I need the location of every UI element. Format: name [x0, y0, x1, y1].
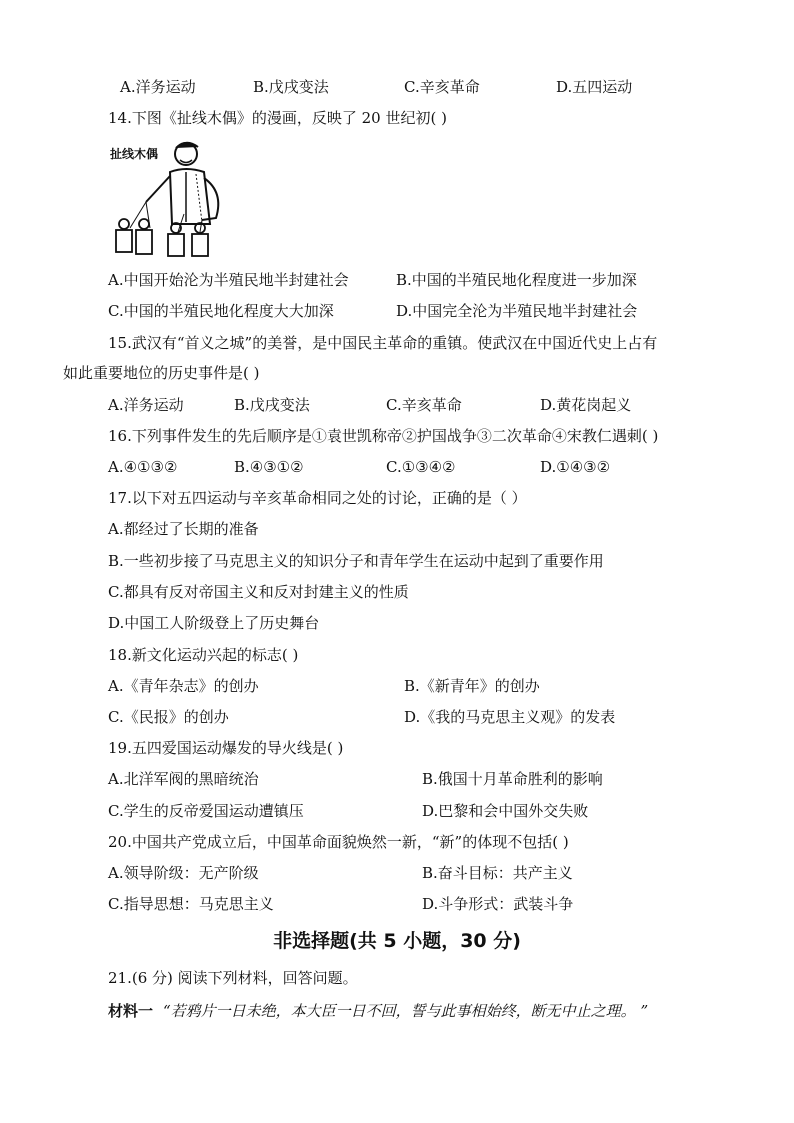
- q14-option-d: D.中国完全沦为半殖民地半封建社会: [396, 302, 638, 320]
- q15-option-d: D.黄花岗起义: [540, 396, 632, 414]
- q13-option-a: A.洋务运动: [120, 78, 196, 96]
- q13-option-d: D.五四运动: [556, 78, 633, 96]
- q15-stem-line1: 15.武汉有“首义之城”的美誉，是中国民主革命的重镇。使武汉在中国近代史上占有: [108, 334, 658, 352]
- q19-option-c: C.学生的反帝爱国运动遭镇压: [108, 802, 304, 820]
- material-label: 材料一: [108, 1002, 154, 1020]
- q18-stem: 18.新文化运动兴起的标志( ): [108, 646, 299, 664]
- q20-option-d: D.斗争形式：武装斗争: [422, 895, 574, 913]
- q19-option-a: A.北洋军阀的黑暗统治: [108, 770, 259, 788]
- q14-option-b: B.中国的半殖民地化程度进一步加深: [396, 271, 637, 289]
- q17-option-b: B.一些初步接了马克思主义的知识分子和青年学生在运动中起到了重要作用: [108, 552, 604, 570]
- q15-option-a: A.洋务运动: [108, 396, 184, 414]
- puppet-cartoon-image: [106, 132, 236, 260]
- q21-stem: 21.(6 分) 阅读下列材料，回答问题。: [108, 969, 358, 987]
- q17-stem: 17.以下对五四运动与辛亥革命相同之处的讨论，正确的是（ ）: [108, 489, 527, 507]
- q20-option-a: A.领导阶级：无产阶级: [108, 864, 259, 882]
- q16-option-c: C.①③④②: [386, 458, 456, 476]
- q16-option-d: D.①④③②: [540, 458, 611, 476]
- q15-option-c: C.辛亥革命: [386, 396, 462, 414]
- q16-stem: 16.下列事件发生的先后顺序是①袁世凯称帝②护国战争③二次革命④宋教仁遇刺( ): [108, 427, 659, 445]
- q13-option-c: C.辛亥革命: [404, 78, 480, 96]
- q16-option-a: A.④①③②: [108, 458, 178, 476]
- q15-option-b: B.戊戌变法: [234, 396, 310, 414]
- material-text: “若鸦片一日未绝，本大臣一日不回，誓与此事相始终，断无中止之理。 ”: [163, 1002, 649, 1020]
- q21-material-one: [108, 1000, 648, 1022]
- q18-option-c: C.《民报》的创办: [108, 708, 229, 726]
- q20-stem: 20.中国共产党成立后，中国革命面貌焕然一新，“新”的体现不包括( ): [108, 833, 569, 851]
- q14-option-a: A.中国开始沦为半殖民地半封建社会: [108, 271, 349, 289]
- q14-option-c: C.中国的半殖民地化程度大大加深: [108, 302, 334, 320]
- q19-stem: 19.五四爱国运动爆发的导火线是( ): [108, 739, 344, 757]
- q18-option-b: B.《新青年》的创办: [404, 677, 540, 695]
- q17-option-a: A.都经过了长期的准备: [108, 520, 259, 538]
- q19-option-d: D.巴黎和会中国外交失败: [422, 802, 589, 820]
- q15-stem-line2: 如此重要地位的历史事件是( ): [63, 364, 260, 382]
- q16-option-b: B.④③①②: [234, 458, 304, 476]
- q13-option-b: B.戊戌变法: [253, 78, 329, 96]
- section-title: 非选择题(共 5 小题，30 分): [273, 930, 521, 952]
- q18-option-a: A.《青年杂志》的创办: [108, 677, 259, 695]
- q18-option-d: D.《我的马克思主义观》的发表: [404, 708, 616, 726]
- q20-option-b: B.奋斗目标：共产主义: [422, 864, 573, 882]
- q14-stem: 14.下图《扯线木偶》的漫画，反映了 20 世纪初( ): [108, 109, 447, 127]
- q20-option-c: C.指导思想：马克思主义: [108, 895, 274, 913]
- cartoon-caption: 扯线木偶: [110, 147, 159, 161]
- q17-option-c: C.都具有反对帝国主义和反对封建主义的性质: [108, 583, 409, 601]
- q17-option-d: D.中国工人阶级登上了历史舞台: [108, 614, 320, 632]
- q19-option-b: B.俄国十月革命胜利的影响: [422, 770, 603, 788]
